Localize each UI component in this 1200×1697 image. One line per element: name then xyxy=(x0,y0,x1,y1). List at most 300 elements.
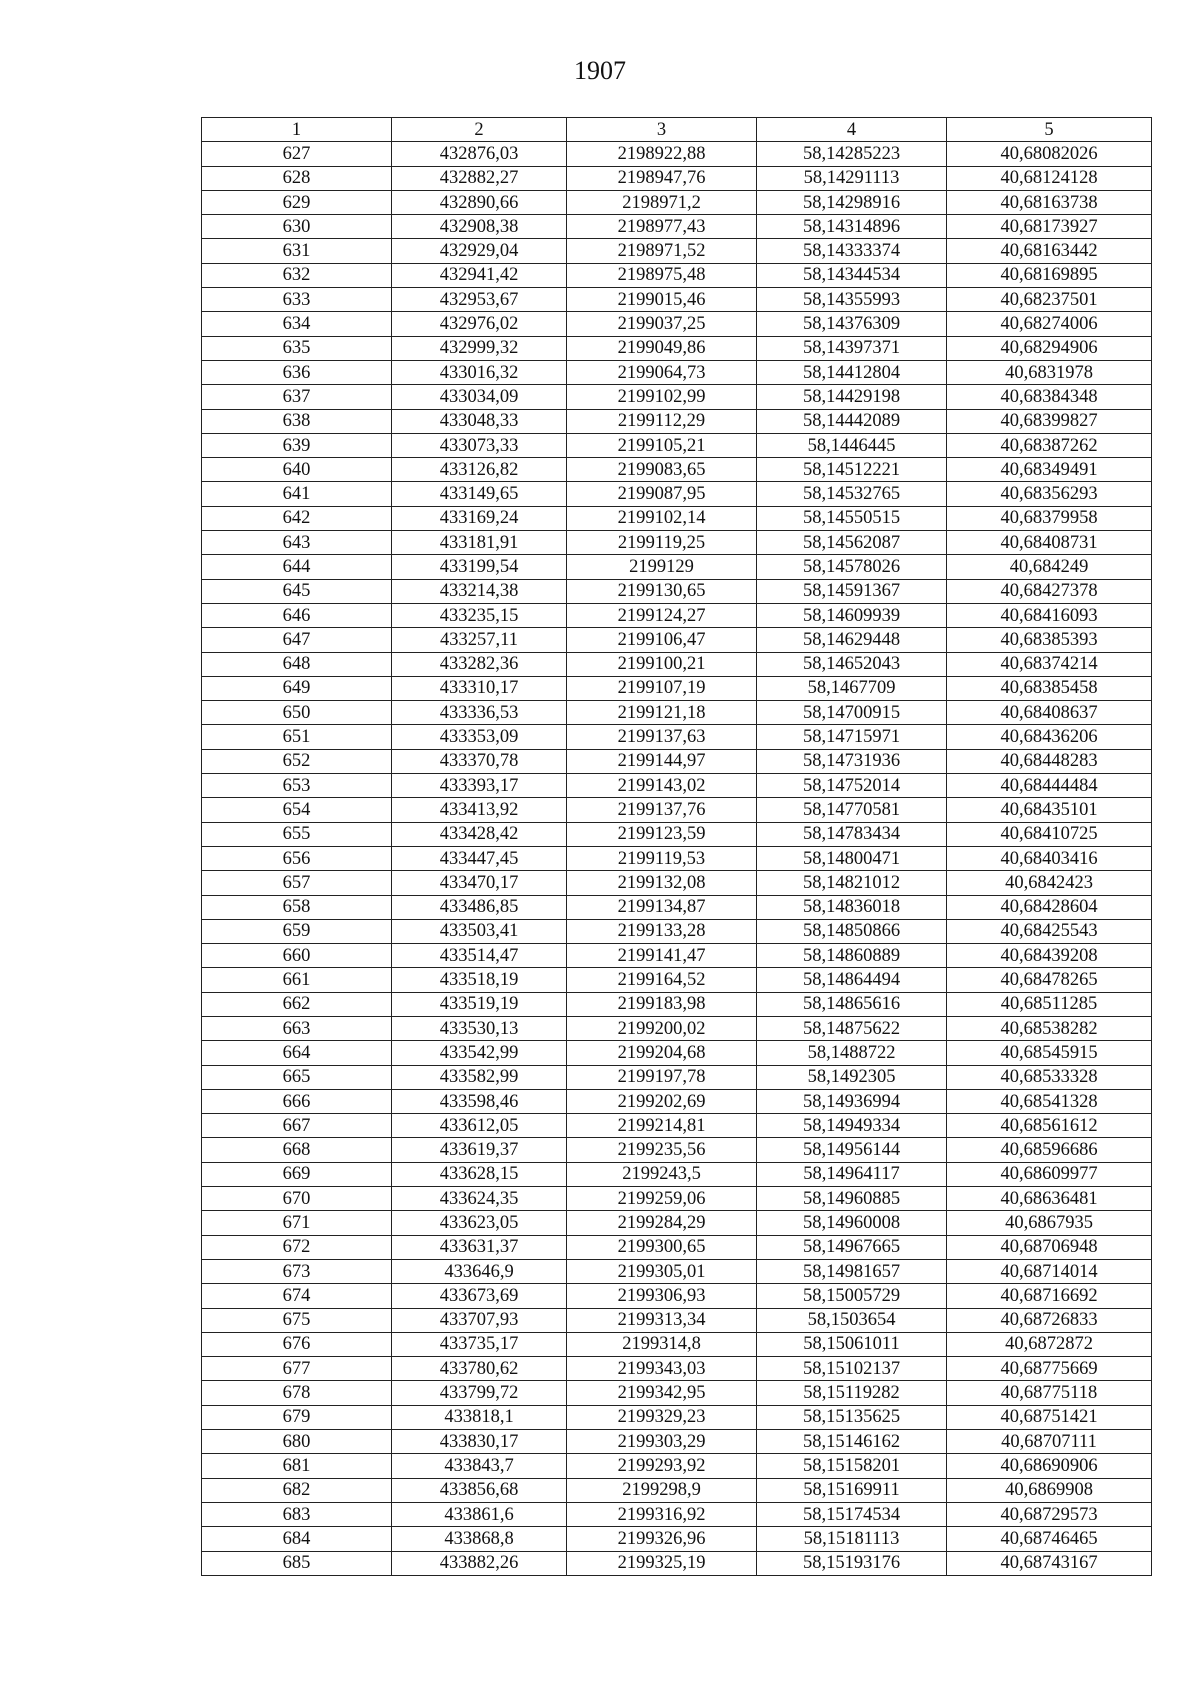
table-cell-col-1: 677 xyxy=(202,1357,392,1381)
table-cell-col-1: 670 xyxy=(202,1187,392,1211)
table-row xyxy=(202,774,1152,798)
table-cell-col-4: 58,1488722 xyxy=(757,1041,947,1065)
table-cell-col-5: 40,6842423 xyxy=(947,871,1152,895)
table-cell-col-2: 433830,17 xyxy=(392,1430,567,1454)
table-cell-col-4: 58,14291113 xyxy=(757,166,947,190)
table-cell-col-4: 58,1446445 xyxy=(757,433,947,457)
table-cell-col-1: 682 xyxy=(202,1478,392,1502)
table-cell-col-4: 58,14865616 xyxy=(757,992,947,1016)
table-cell-col-5: 40,68478265 xyxy=(947,968,1152,992)
table-cell-col-2: 433048,33 xyxy=(392,409,567,433)
table-cell-col-1: 660 xyxy=(202,944,392,968)
table-cell-col-4: 58,15102137 xyxy=(757,1357,947,1381)
table-cell-col-1: 661 xyxy=(202,968,392,992)
table-cell-col-5: 40,68716692 xyxy=(947,1284,1152,1308)
table-row xyxy=(202,1284,1152,1308)
table-row xyxy=(202,263,1152,287)
table-row xyxy=(202,1162,1152,1186)
table-cell-col-3: 2199132,08 xyxy=(567,871,757,895)
table-row xyxy=(202,968,1152,992)
table-cell-col-2: 433428,42 xyxy=(392,822,567,846)
table-cell-col-1: 685 xyxy=(202,1551,392,1575)
table-cell-col-5: 40,68746465 xyxy=(947,1527,1152,1551)
table-row xyxy=(202,1211,1152,1235)
table-row xyxy=(202,288,1152,312)
table-cell-col-1: 633 xyxy=(202,288,392,312)
table-cell-col-2: 433623,05 xyxy=(392,1211,567,1235)
table-cell-col-5: 40,68545915 xyxy=(947,1041,1152,1065)
table-row xyxy=(202,1430,1152,1454)
table-cell-col-1: 671 xyxy=(202,1211,392,1235)
table-row xyxy=(202,409,1152,433)
table-cell-col-4: 58,14652043 xyxy=(757,652,947,676)
table-row xyxy=(202,1114,1152,1138)
table-cell-col-5: 40,68775669 xyxy=(947,1357,1152,1381)
table-cell-col-1: 666 xyxy=(202,1089,392,1113)
table-cell-col-2: 432908,38 xyxy=(392,215,567,239)
table-cell-col-3: 2199200,02 xyxy=(567,1016,757,1040)
table-cell-col-2: 433016,32 xyxy=(392,360,567,384)
table-cell-col-4: 58,14333374 xyxy=(757,239,947,263)
table-cell-col-2: 432890,66 xyxy=(392,190,567,214)
table-row xyxy=(202,433,1152,457)
table-cell-col-2: 433353,09 xyxy=(392,725,567,749)
table-cell-col-3: 2199112,29 xyxy=(567,409,757,433)
table-cell-col-5: 40,68690906 xyxy=(947,1454,1152,1478)
page-number: 1907 xyxy=(574,56,626,85)
table-cell-col-2: 432999,32 xyxy=(392,336,567,360)
table-cell-col-3: 2199102,99 xyxy=(567,385,757,409)
table-cell-col-1: 640 xyxy=(202,458,392,482)
table-cell-col-3: 2199133,28 xyxy=(567,919,757,943)
table-cell-col-1: 679 xyxy=(202,1405,392,1429)
table-row xyxy=(202,1016,1152,1040)
table-row xyxy=(202,312,1152,336)
table-cell-col-4: 58,15135625 xyxy=(757,1405,947,1429)
table-cell-col-5: 40,68428604 xyxy=(947,895,1152,919)
table-row xyxy=(202,701,1152,725)
table-cell-col-3: 2199202,69 xyxy=(567,1089,757,1113)
table-row xyxy=(202,1357,1152,1381)
table-row xyxy=(202,944,1152,968)
table-cell-col-5: 40,68384348 xyxy=(947,385,1152,409)
table-row xyxy=(202,871,1152,895)
table-cell-col-1: 635 xyxy=(202,336,392,360)
table-cell-col-4: 58,14875622 xyxy=(757,1016,947,1040)
table-cell-col-3: 2199326,96 xyxy=(567,1527,757,1551)
table-cell-col-3: 2199259,06 xyxy=(567,1187,757,1211)
table-cell-col-2: 433214,38 xyxy=(392,579,567,603)
table-cell-col-4: 58,14783434 xyxy=(757,822,947,846)
table-row xyxy=(202,1527,1152,1551)
table-cell-col-4: 58,14376309 xyxy=(757,312,947,336)
table-cell-col-4: 58,14578026 xyxy=(757,555,947,579)
table-row xyxy=(202,1138,1152,1162)
table-cell-col-5: 40,68541328 xyxy=(947,1089,1152,1113)
table-row xyxy=(202,142,1152,166)
table-cell-col-1: 631 xyxy=(202,239,392,263)
table-row xyxy=(202,190,1152,214)
table-cell-col-1: 667 xyxy=(202,1114,392,1138)
table-row xyxy=(202,1041,1152,1065)
table-cell-col-1: 681 xyxy=(202,1454,392,1478)
table-cell-col-4: 58,14956144 xyxy=(757,1138,947,1162)
table-cell-col-1: 630 xyxy=(202,215,392,239)
table-cell-col-2: 433519,19 xyxy=(392,992,567,1016)
table-row xyxy=(202,215,1152,239)
table-cell-col-3: 2199343,03 xyxy=(567,1357,757,1381)
table-cell-col-5: 40,68751421 xyxy=(947,1405,1152,1429)
table-row xyxy=(202,482,1152,506)
table-cell-col-4: 58,14836018 xyxy=(757,895,947,919)
table-cell-col-2: 433646,9 xyxy=(392,1259,567,1283)
table-cell-col-2: 432976,02 xyxy=(392,312,567,336)
table-cell-col-1: 684 xyxy=(202,1527,392,1551)
table-cell-col-5: 40,68169895 xyxy=(947,263,1152,287)
table-cell-col-3: 2199107,19 xyxy=(567,676,757,700)
table-cell-col-3: 2198977,43 xyxy=(567,215,757,239)
table-cell-col-5: 40,68403416 xyxy=(947,846,1152,870)
table-cell-col-5: 40,68609977 xyxy=(947,1162,1152,1186)
table-row xyxy=(202,1502,1152,1526)
table-cell-col-1: 641 xyxy=(202,482,392,506)
table-cell-col-5: 40,68444484 xyxy=(947,774,1152,798)
table-cell-col-1: 658 xyxy=(202,895,392,919)
table-cell-col-1: 627 xyxy=(202,142,392,166)
table-cell-col-3: 2199129 xyxy=(567,555,757,579)
table-cell-col-1: 654 xyxy=(202,798,392,822)
table-cell-col-5: 40,68274006 xyxy=(947,312,1152,336)
table-cell-col-5: 40,68511285 xyxy=(947,992,1152,1016)
table-cell-col-3: 2199049,86 xyxy=(567,336,757,360)
table-cell-col-1: 644 xyxy=(202,555,392,579)
table-cell-col-2: 433149,65 xyxy=(392,482,567,506)
table-cell-col-4: 58,14949334 xyxy=(757,1114,947,1138)
table-cell-col-1: 675 xyxy=(202,1308,392,1332)
table-cell-col-4: 58,15146162 xyxy=(757,1430,947,1454)
table-row xyxy=(202,1405,1152,1429)
table-row xyxy=(202,628,1152,652)
table-cell-col-4: 58,15005729 xyxy=(757,1284,947,1308)
table-cell-col-4: 58,1467709 xyxy=(757,676,947,700)
table-cell-col-2: 433612,05 xyxy=(392,1114,567,1138)
table-cell-col-4: 58,14355993 xyxy=(757,288,947,312)
table-cell-col-4: 58,14981657 xyxy=(757,1259,947,1283)
table-cell-col-5: 40,68636481 xyxy=(947,1187,1152,1211)
table-cell-col-4: 58,14609939 xyxy=(757,603,947,627)
table-cell-col-4: 58,15169911 xyxy=(757,1478,947,1502)
table-cell-col-4: 58,15158201 xyxy=(757,1454,947,1478)
table-cell-col-3: 2198947,76 xyxy=(567,166,757,190)
table-cell-col-2: 433582,99 xyxy=(392,1065,567,1089)
table-cell-col-1: 653 xyxy=(202,774,392,798)
table-row xyxy=(202,506,1152,530)
table-cell-col-4: 58,14429198 xyxy=(757,385,947,409)
table-cell-col-2: 432876,03 xyxy=(392,142,567,166)
table-cell-col-3: 2199314,8 xyxy=(567,1332,757,1356)
table-cell-col-1: 642 xyxy=(202,506,392,530)
table-cell-col-3: 2199306,93 xyxy=(567,1284,757,1308)
table-cell-col-1: 672 xyxy=(202,1235,392,1259)
table-row xyxy=(202,385,1152,409)
table-cell-col-4: 58,15061011 xyxy=(757,1332,947,1356)
table-cell-col-3: 2199143,02 xyxy=(567,774,757,798)
table-cell-col-3: 2199121,18 xyxy=(567,701,757,725)
table-cell-col-1: 683 xyxy=(202,1502,392,1526)
table-cell-col-4: 58,14298916 xyxy=(757,190,947,214)
table-cell-col-4: 58,14967665 xyxy=(757,1235,947,1259)
table-cell-col-2: 433235,15 xyxy=(392,603,567,627)
table-cell-col-3: 2199284,29 xyxy=(567,1211,757,1235)
table-cell-col-5: 40,6872872 xyxy=(947,1332,1152,1356)
table-cell-col-4: 58,14700915 xyxy=(757,701,947,725)
table-cell-col-3: 2199141,47 xyxy=(567,944,757,968)
table-cell-col-1: 673 xyxy=(202,1259,392,1283)
table-cell-col-2: 433034,09 xyxy=(392,385,567,409)
table-cell-col-2: 433780,62 xyxy=(392,1357,567,1381)
table-cell-col-5: 40,68427378 xyxy=(947,579,1152,603)
table-cell-col-4: 58,14850866 xyxy=(757,919,947,943)
table-cell-col-3: 2199183,98 xyxy=(567,992,757,1016)
table-cell-col-3: 2199100,21 xyxy=(567,652,757,676)
table-cell-col-4: 58,14752014 xyxy=(757,774,947,798)
table-row xyxy=(202,822,1152,846)
table-cell-col-2: 433799,72 xyxy=(392,1381,567,1405)
table-cell-col-2: 433370,78 xyxy=(392,749,567,773)
table-cell-col-5: 40,68743167 xyxy=(947,1551,1152,1575)
table-cell-col-2: 433598,46 xyxy=(392,1089,567,1113)
table-cell-col-2: 433673,69 xyxy=(392,1284,567,1308)
table-cell-col-5: 40,68385458 xyxy=(947,676,1152,700)
table-cell-col-1: 652 xyxy=(202,749,392,773)
table-cell-col-1: 664 xyxy=(202,1041,392,1065)
header-cell-3: 3 xyxy=(567,118,757,142)
table-cell-col-5: 40,68408637 xyxy=(947,701,1152,725)
table-cell-col-1: 657 xyxy=(202,871,392,895)
table-cell-col-3: 2199105,21 xyxy=(567,433,757,457)
table-row xyxy=(202,652,1152,676)
header-cell-1: 1 xyxy=(202,118,392,142)
table-cell-col-3: 2199130,65 xyxy=(567,579,757,603)
table-cell-col-3: 2199235,56 xyxy=(567,1138,757,1162)
table-cell-col-5: 40,68707111 xyxy=(947,1430,1152,1454)
table-cell-col-5: 40,68385393 xyxy=(947,628,1152,652)
table-cell-col-2: 433882,26 xyxy=(392,1551,567,1575)
table-cell-col-5: 40,68374214 xyxy=(947,652,1152,676)
table-cell-col-4: 58,14562087 xyxy=(757,531,947,555)
table-cell-col-4: 58,1503654 xyxy=(757,1308,947,1332)
table-cell-col-1: 643 xyxy=(202,531,392,555)
table-cell-col-2: 433310,17 xyxy=(392,676,567,700)
table-cell-col-5: 40,68387262 xyxy=(947,433,1152,457)
table-cell-col-3: 2199243,5 xyxy=(567,1162,757,1186)
table-cell-col-5: 40,68173927 xyxy=(947,215,1152,239)
table-cell-col-4: 58,14821012 xyxy=(757,871,947,895)
table-cell-col-5: 40,68163442 xyxy=(947,239,1152,263)
table-row xyxy=(202,458,1152,482)
table-cell-col-1: 674 xyxy=(202,1284,392,1308)
table-cell-col-5: 40,68435101 xyxy=(947,798,1152,822)
table-cell-col-4: 58,14442089 xyxy=(757,409,947,433)
table-cell-col-4: 58,14960008 xyxy=(757,1211,947,1235)
table-cell-col-3: 2199102,14 xyxy=(567,506,757,530)
table-cell-col-2: 433518,19 xyxy=(392,968,567,992)
table-cell-col-3: 2199214,81 xyxy=(567,1114,757,1138)
table-cell-col-2: 433628,15 xyxy=(392,1162,567,1186)
table-cell-col-4: 58,14397371 xyxy=(757,336,947,360)
table-cell-col-1: 639 xyxy=(202,433,392,457)
table-row xyxy=(202,846,1152,870)
table-row xyxy=(202,1089,1152,1113)
header-cell-4: 4 xyxy=(757,118,947,142)
table-cell-col-4: 58,14591367 xyxy=(757,579,947,603)
table-cell-col-1: 637 xyxy=(202,385,392,409)
table-cell-col-3: 2199015,46 xyxy=(567,288,757,312)
table-cell-col-2: 433868,8 xyxy=(392,1527,567,1551)
table-cell-col-3: 2199298,9 xyxy=(567,1478,757,1502)
table-cell-col-4: 58,14285223 xyxy=(757,142,947,166)
table-cell-col-5: 40,68448283 xyxy=(947,749,1152,773)
table-row xyxy=(202,676,1152,700)
table-cell-col-3: 2199123,59 xyxy=(567,822,757,846)
table-cell-col-3: 2199124,27 xyxy=(567,603,757,627)
header-cell-2: 2 xyxy=(392,118,567,142)
table-cell-col-2: 433624,35 xyxy=(392,1187,567,1211)
table-cell-col-1: 659 xyxy=(202,919,392,943)
table-cell-col-3: 2199329,23 xyxy=(567,1405,757,1429)
table-cell-col-2: 433843,7 xyxy=(392,1454,567,1478)
table-cell-col-5: 40,68706948 xyxy=(947,1235,1152,1259)
table-cell-col-1: 662 xyxy=(202,992,392,1016)
table-cell-col-5: 40,68163738 xyxy=(947,190,1152,214)
table-row xyxy=(202,919,1152,943)
table-cell-col-2: 433631,37 xyxy=(392,1235,567,1259)
table-cell-col-5: 40,68379958 xyxy=(947,506,1152,530)
table-cell-col-1: 669 xyxy=(202,1162,392,1186)
table-cell-col-2: 433707,93 xyxy=(392,1308,567,1332)
table-cell-col-5: 40,6867935 xyxy=(947,1211,1152,1235)
table-cell-col-3: 2199144,97 xyxy=(567,749,757,773)
table-cell-col-1: 645 xyxy=(202,579,392,603)
table-body xyxy=(202,142,1152,1576)
table-cell-col-4: 58,15181113 xyxy=(757,1527,947,1551)
table-cell-col-1: 676 xyxy=(202,1332,392,1356)
table-cell-col-5: 40,68425543 xyxy=(947,919,1152,943)
table-cell-col-5: 40,68538282 xyxy=(947,1016,1152,1040)
header-cell-5: 5 xyxy=(947,118,1152,142)
table-row xyxy=(202,336,1152,360)
table-cell-col-5: 40,68294906 xyxy=(947,336,1152,360)
table-cell-col-4: 58,1492305 xyxy=(757,1065,947,1089)
table-cell-col-3: 2198975,48 xyxy=(567,263,757,287)
table-cell-col-5: 40,68596686 xyxy=(947,1138,1152,1162)
table-cell-col-4: 58,14512221 xyxy=(757,458,947,482)
table-cell-col-2: 433856,68 xyxy=(392,1478,567,1502)
table-cell-col-3: 2199305,01 xyxy=(567,1259,757,1283)
table-cell-col-3: 2199204,68 xyxy=(567,1041,757,1065)
table-cell-col-4: 58,14800471 xyxy=(757,846,947,870)
table-cell-col-2: 433530,13 xyxy=(392,1016,567,1040)
table-cell-col-4: 58,14960885 xyxy=(757,1187,947,1211)
table-cell-col-1: 634 xyxy=(202,312,392,336)
table-cell-col-3: 2198971,52 xyxy=(567,239,757,263)
table-row xyxy=(202,579,1152,603)
table-cell-col-1: 678 xyxy=(202,1381,392,1405)
table-row xyxy=(202,1478,1152,1502)
header-row xyxy=(202,118,1152,142)
table-cell-col-3: 2199300,65 xyxy=(567,1235,757,1259)
table-cell-col-4: 58,14731936 xyxy=(757,749,947,773)
table-cell-col-5: 40,68436206 xyxy=(947,725,1152,749)
table-cell-col-3: 2199119,53 xyxy=(567,846,757,870)
table-cell-col-2: 432941,42 xyxy=(392,263,567,287)
table-row xyxy=(202,1259,1152,1283)
table-cell-col-5: 40,68082026 xyxy=(947,142,1152,166)
table-cell-col-3: 2198971,2 xyxy=(567,190,757,214)
table-cell-col-2: 433542,99 xyxy=(392,1041,567,1065)
table-row xyxy=(202,749,1152,773)
table-cell-col-3: 2199083,65 xyxy=(567,458,757,482)
table-cell-col-3: 2199316,92 xyxy=(567,1502,757,1526)
table-cell-col-2: 433199,54 xyxy=(392,555,567,579)
table-cell-col-5: 40,68408731 xyxy=(947,531,1152,555)
table-cell-col-1: 632 xyxy=(202,263,392,287)
table-cell-col-1: 663 xyxy=(202,1016,392,1040)
table-row xyxy=(202,992,1152,1016)
table-cell-col-4: 58,14629448 xyxy=(757,628,947,652)
table-row xyxy=(202,1332,1152,1356)
table-cell-col-4: 58,14314896 xyxy=(757,215,947,239)
table-cell-col-3: 2199293,92 xyxy=(567,1454,757,1478)
table-row xyxy=(202,725,1152,749)
table-row xyxy=(202,360,1152,384)
table-cell-col-2: 432953,67 xyxy=(392,288,567,312)
table-cell-col-4: 58,14715971 xyxy=(757,725,947,749)
table-row xyxy=(202,1187,1152,1211)
table-row xyxy=(202,239,1152,263)
table-row xyxy=(202,603,1152,627)
table-cell-col-5: 40,6831978 xyxy=(947,360,1152,384)
table-row xyxy=(202,531,1152,555)
table-cell-col-5: 40,68416093 xyxy=(947,603,1152,627)
table-cell-col-1: 638 xyxy=(202,409,392,433)
table-cell-col-3: 2199087,95 xyxy=(567,482,757,506)
table-cell-col-1: 650 xyxy=(202,701,392,725)
table-cell-col-1: 665 xyxy=(202,1065,392,1089)
table-cell-col-3: 2199137,76 xyxy=(567,798,757,822)
table-cell-col-3: 2199119,25 xyxy=(567,531,757,555)
table-cell-col-3: 2199137,63 xyxy=(567,725,757,749)
table-row xyxy=(202,1381,1152,1405)
table-cell-col-5: 40,68410725 xyxy=(947,822,1152,846)
table-cell-col-2: 433257,11 xyxy=(392,628,567,652)
table-cell-col-1: 636 xyxy=(202,360,392,384)
table-cell-col-1: 668 xyxy=(202,1138,392,1162)
table-cell-col-3: 2199134,87 xyxy=(567,895,757,919)
table-row xyxy=(202,798,1152,822)
table-cell-col-4: 58,14936994 xyxy=(757,1089,947,1113)
table-cell-col-3: 2199197,78 xyxy=(567,1065,757,1089)
table-cell-col-2: 433413,92 xyxy=(392,798,567,822)
table-cell-col-4: 58,14412804 xyxy=(757,360,947,384)
table-cell-col-4: 58,14344534 xyxy=(757,263,947,287)
table-cell-col-3: 2199313,34 xyxy=(567,1308,757,1332)
coordinates-table xyxy=(201,117,1152,1576)
table-cell-col-2: 433503,41 xyxy=(392,919,567,943)
table-cell-col-2: 433169,24 xyxy=(392,506,567,530)
table-cell-col-2: 433393,17 xyxy=(392,774,567,798)
table-cell-col-5: 40,68349491 xyxy=(947,458,1152,482)
